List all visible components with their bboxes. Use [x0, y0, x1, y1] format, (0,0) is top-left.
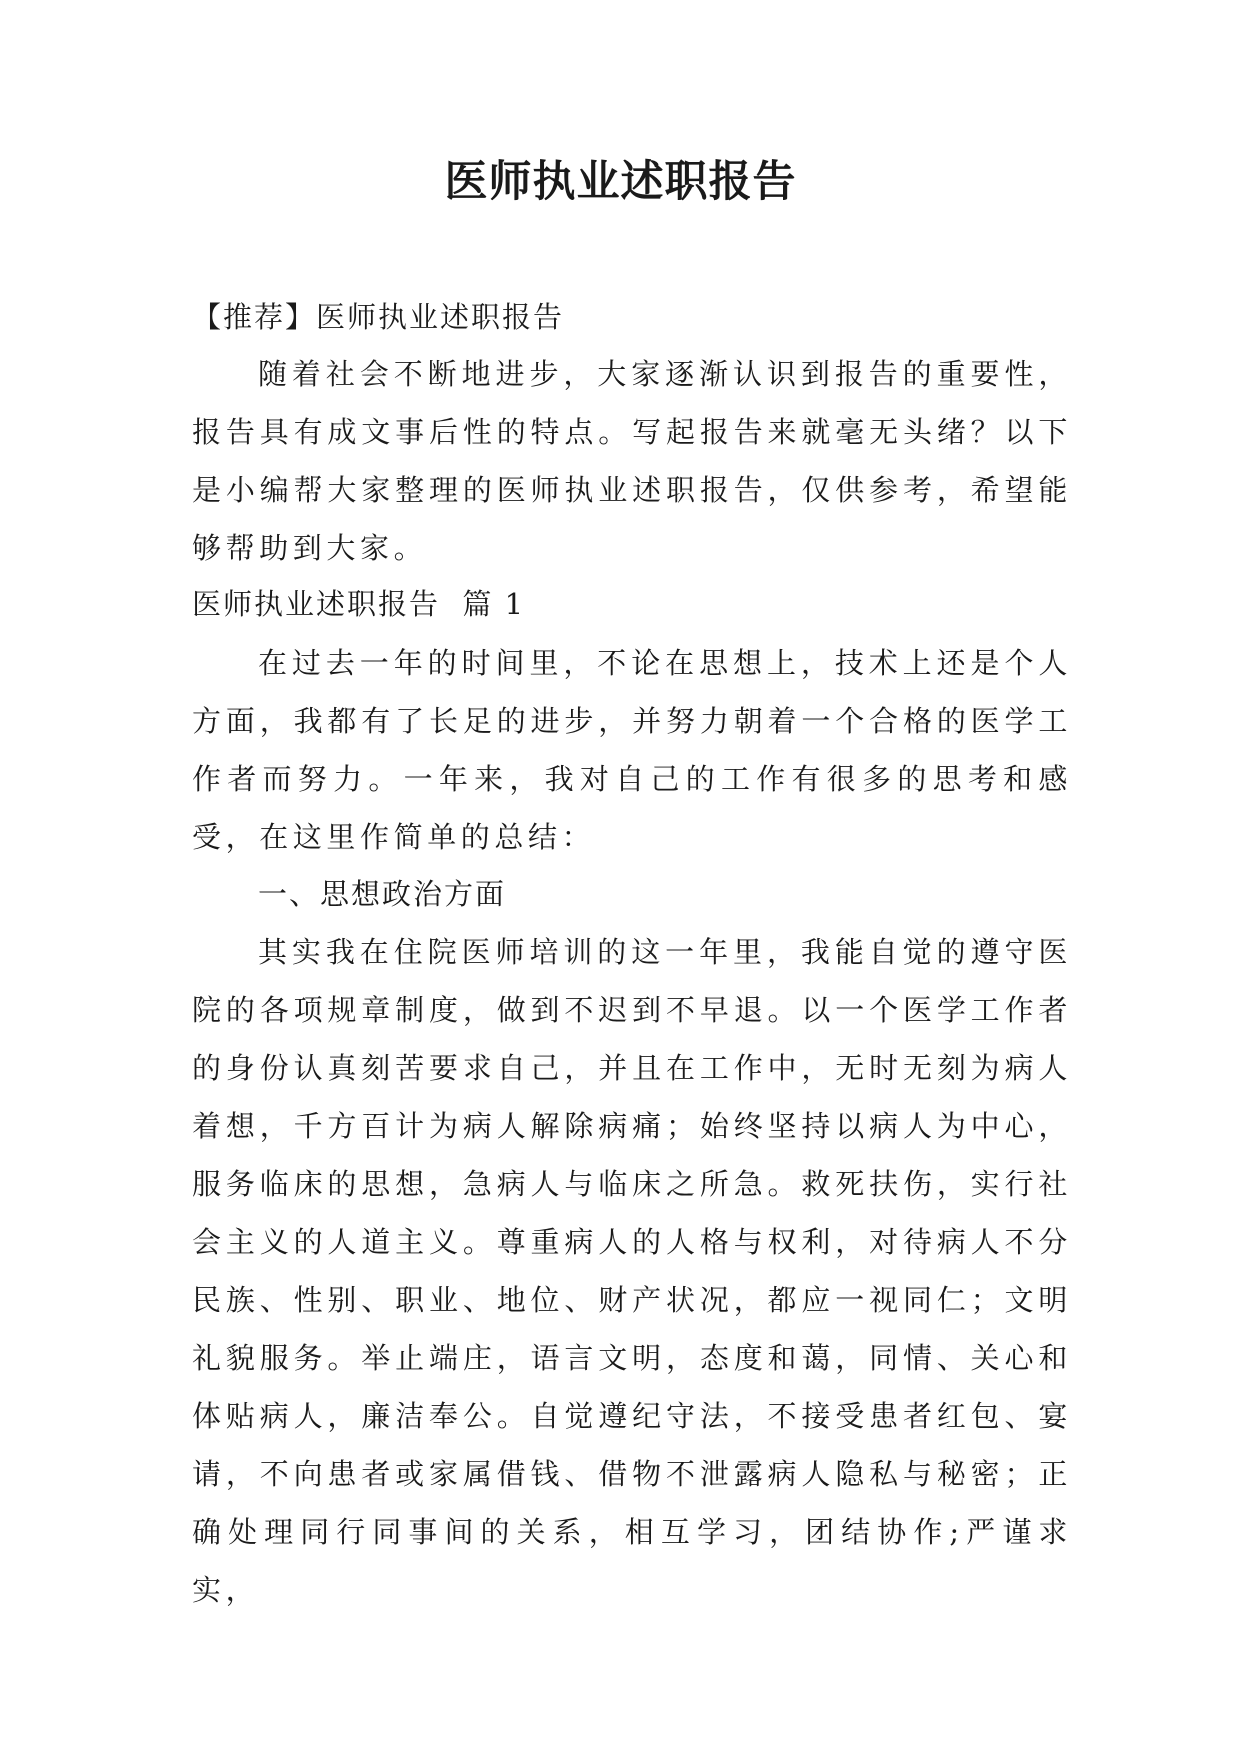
document-title: 医师执业述职报告: [444, 157, 797, 207]
section-heading: 医师执业述职报告 篇 1: [192, 587, 526, 621]
sub-paragraph: 其实我在住院医师培训的这一年里，我能自觉的遵守医院的各项规章制度，做到不迟到不早退。以一个医学工作者的身份认真刻苦要求自己，并且在工作中，无时无刻为病人着想，千方百计为病人解除病痛；始终坚持以病人为中心，服务临床的思想，急病人与临床之所急。救死扶伤，实行社会主义的人道主义。尊重病人的人格与权利，对待病人不分民族、性别、职业、地位、财产状况，都应一视同仁；文明礼貌服务。举止端庄，语言文明，态度和蔼，同情、关心和体贴病人，廉洁奉公。自觉遵纪守法，不接受患者红包、宴请，不向患者或家属借钱、借物不泄露病人隐私与秘密；正确处理同行同事间的关系，相互学习，团结协作;严谨求实，: [192, 935, 1072, 1607]
sub-heading: 一、思想政治方面: [258, 877, 507, 911]
section-paragraph: 在过去一年的时间里，不论在思想上，技术上还是个人方面，我都有了长足的进步，并努力朝着一个合格的医学工作者而努力。一年来，我对自己的工作有很多的思考和感受，在这里作简单的总结：: [192, 646, 1072, 854]
intro-paragraph: 随着社会不断地进步，大家逐渐认识到报告的重要性，报告具有成文事后性的特点。写起报告来就毫无头绪？以下是小编帮大家整理的医师执业述职报告，仅供参考，希望能够帮助到大家。: [192, 357, 1072, 565]
recommend-line: 【推荐】医师执业述职报告: [192, 300, 565, 334]
